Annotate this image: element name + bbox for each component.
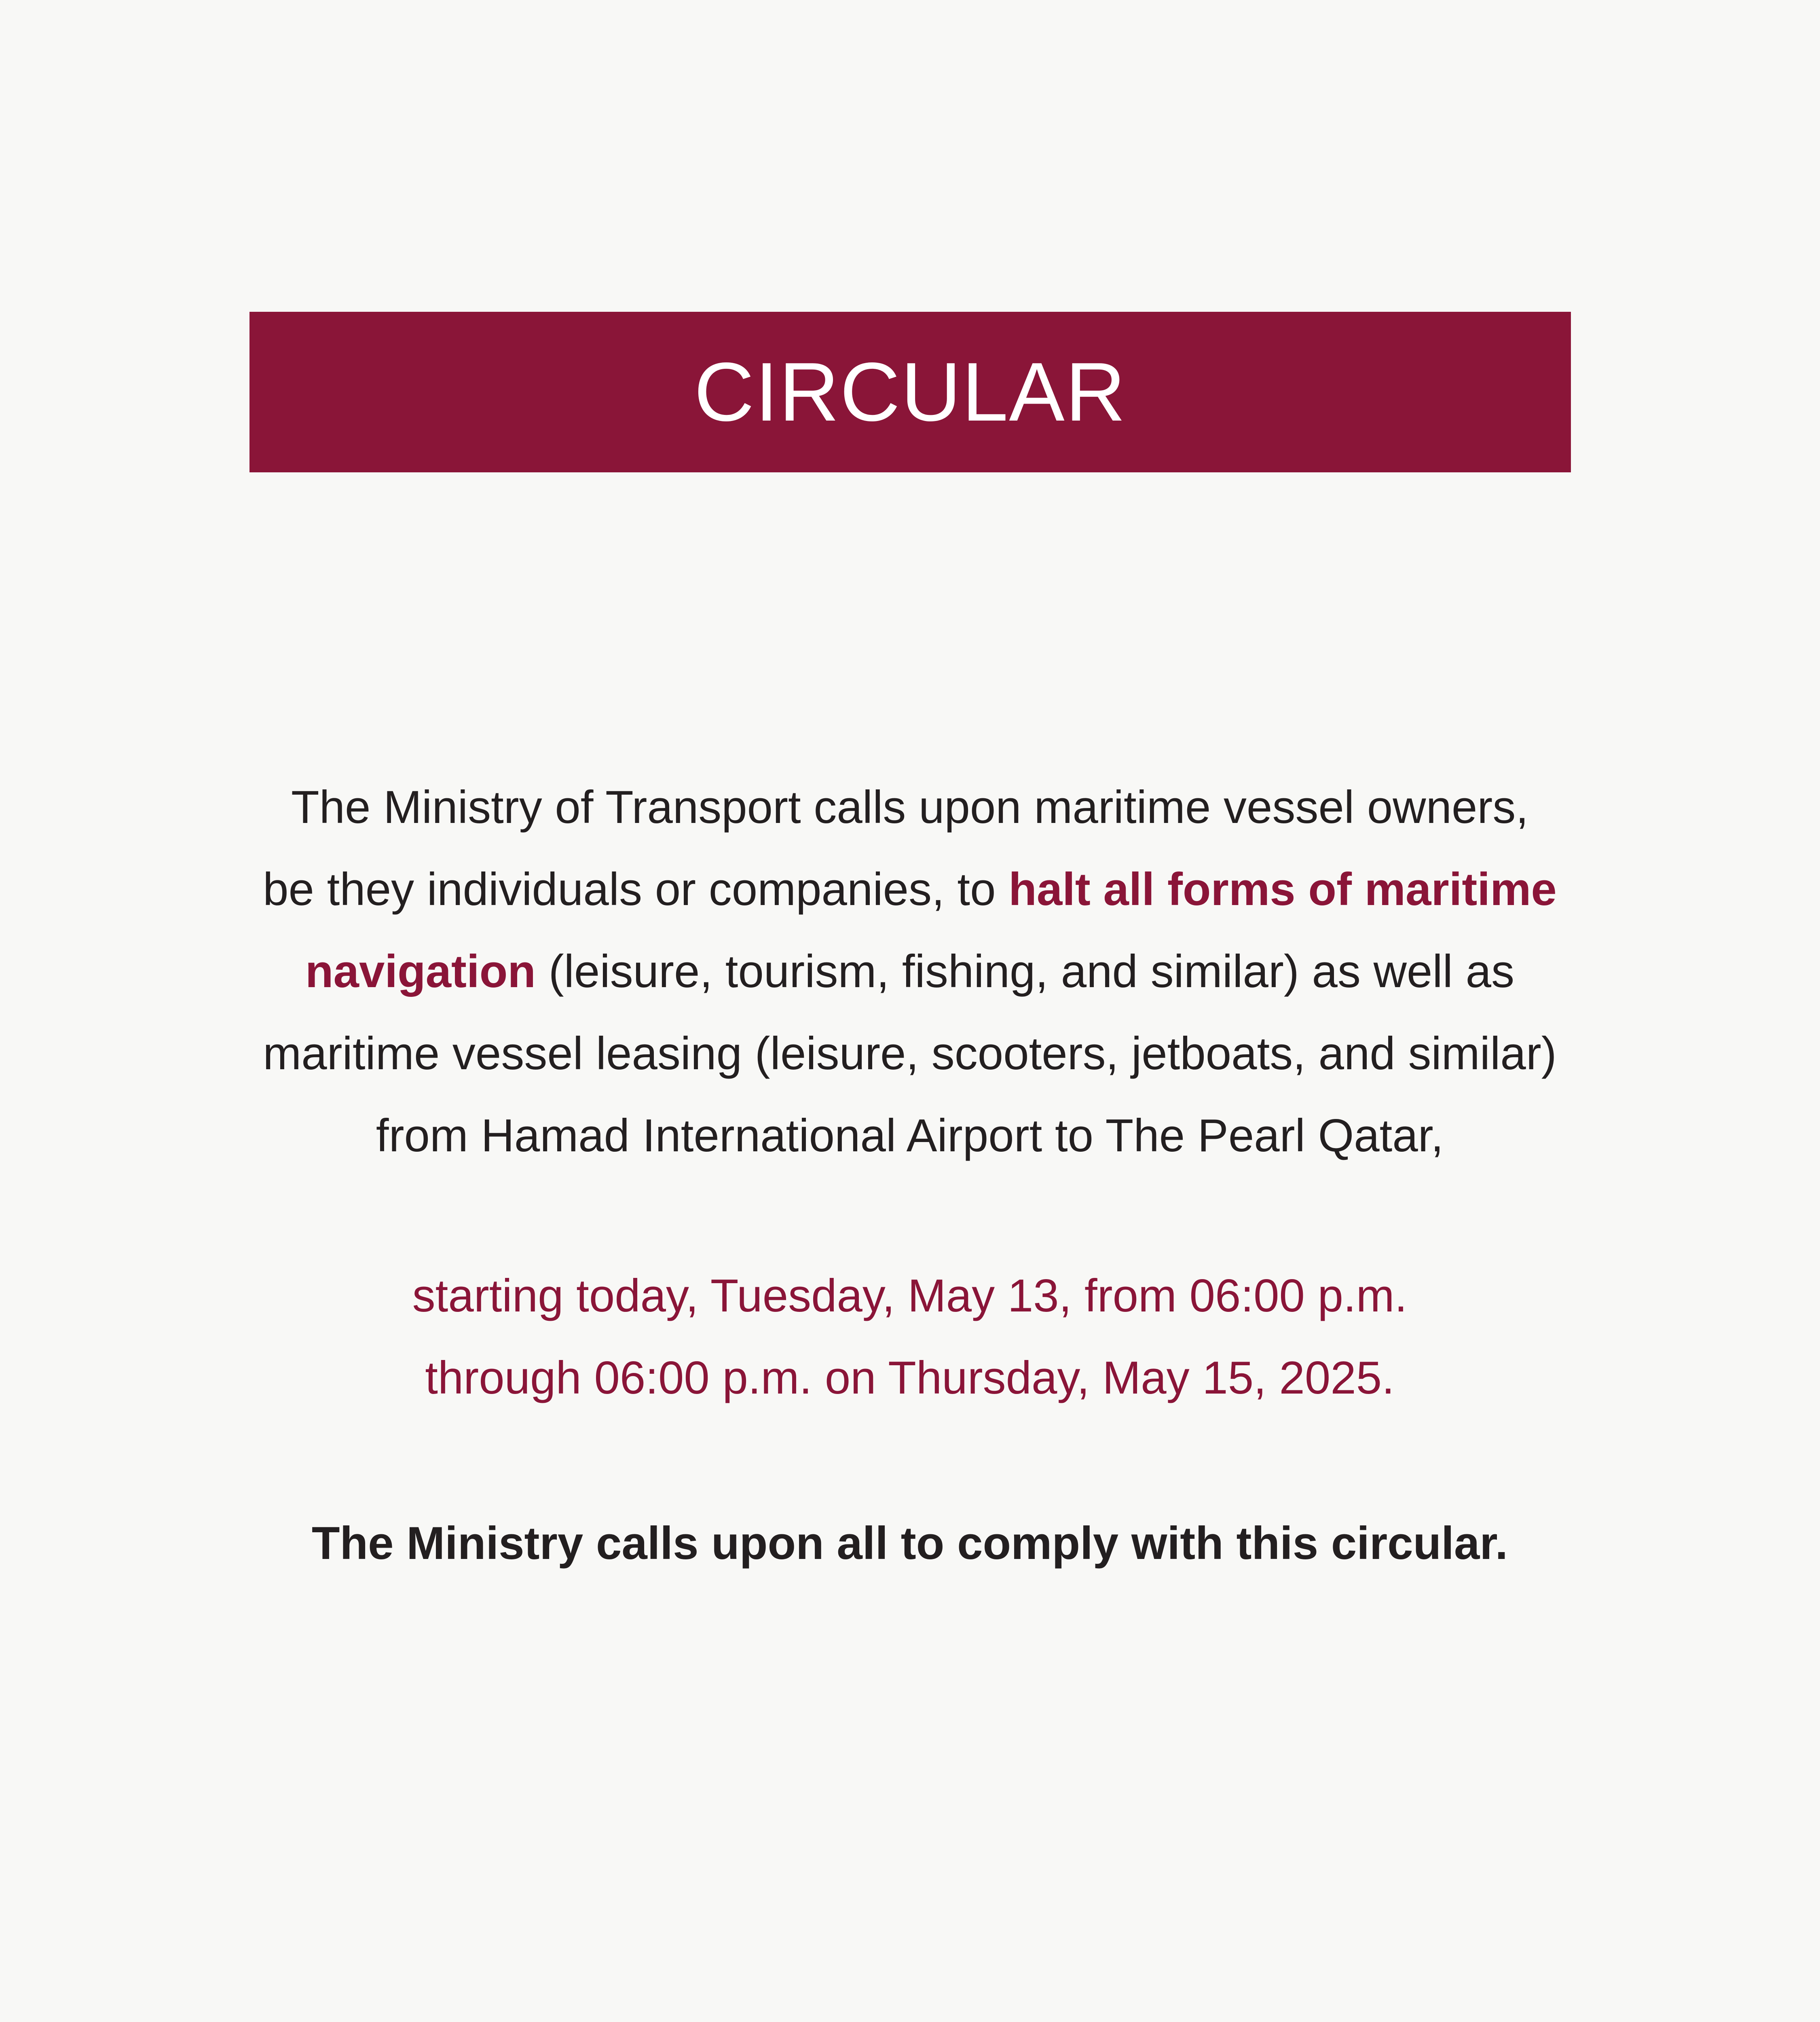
compliance-statement	[182, 1502, 1638, 1584]
halt-highlight-text: halt all forms of maritime	[1008, 864, 1557, 915]
body-line-2	[182, 848, 1638, 931]
dates-line-2: through 06:00 p.m. on Thursday, May 15, 2025.	[425, 1352, 1395, 1404]
body-line-2-text: be they individuals or companies, to	[263, 864, 1009, 915]
compliance-line: The Ministry calls upon all to comply with this circular.	[311, 1518, 1508, 1569]
navigation-highlight-text: navigation	[305, 946, 536, 997]
circular-title: CIRCULAR	[694, 345, 1127, 438]
body-line-5: from Hamad International Airport to The Pearl Qatar,	[376, 1110, 1444, 1161]
body-line-3-text: (leisure, tourism, fishing, and similar) as well as	[535, 946, 1515, 997]
circular-title-banner	[249, 312, 1571, 472]
circular-dates-paragraph	[182, 1255, 1638, 1419]
body-line-3	[182, 931, 1638, 1013]
circular-body-paragraph	[182, 766, 1638, 1177]
dates-line-1: starting today, Tuesday, May 13, from 06:00 p.m.	[412, 1270, 1408, 1322]
body-line-4: maritime vessel leasing (leisure, scooters, jetboats, and similar)	[263, 1028, 1557, 1079]
body-line-1: The Ministry of Transport calls upon maritime vessel owners,	[291, 782, 1529, 833]
